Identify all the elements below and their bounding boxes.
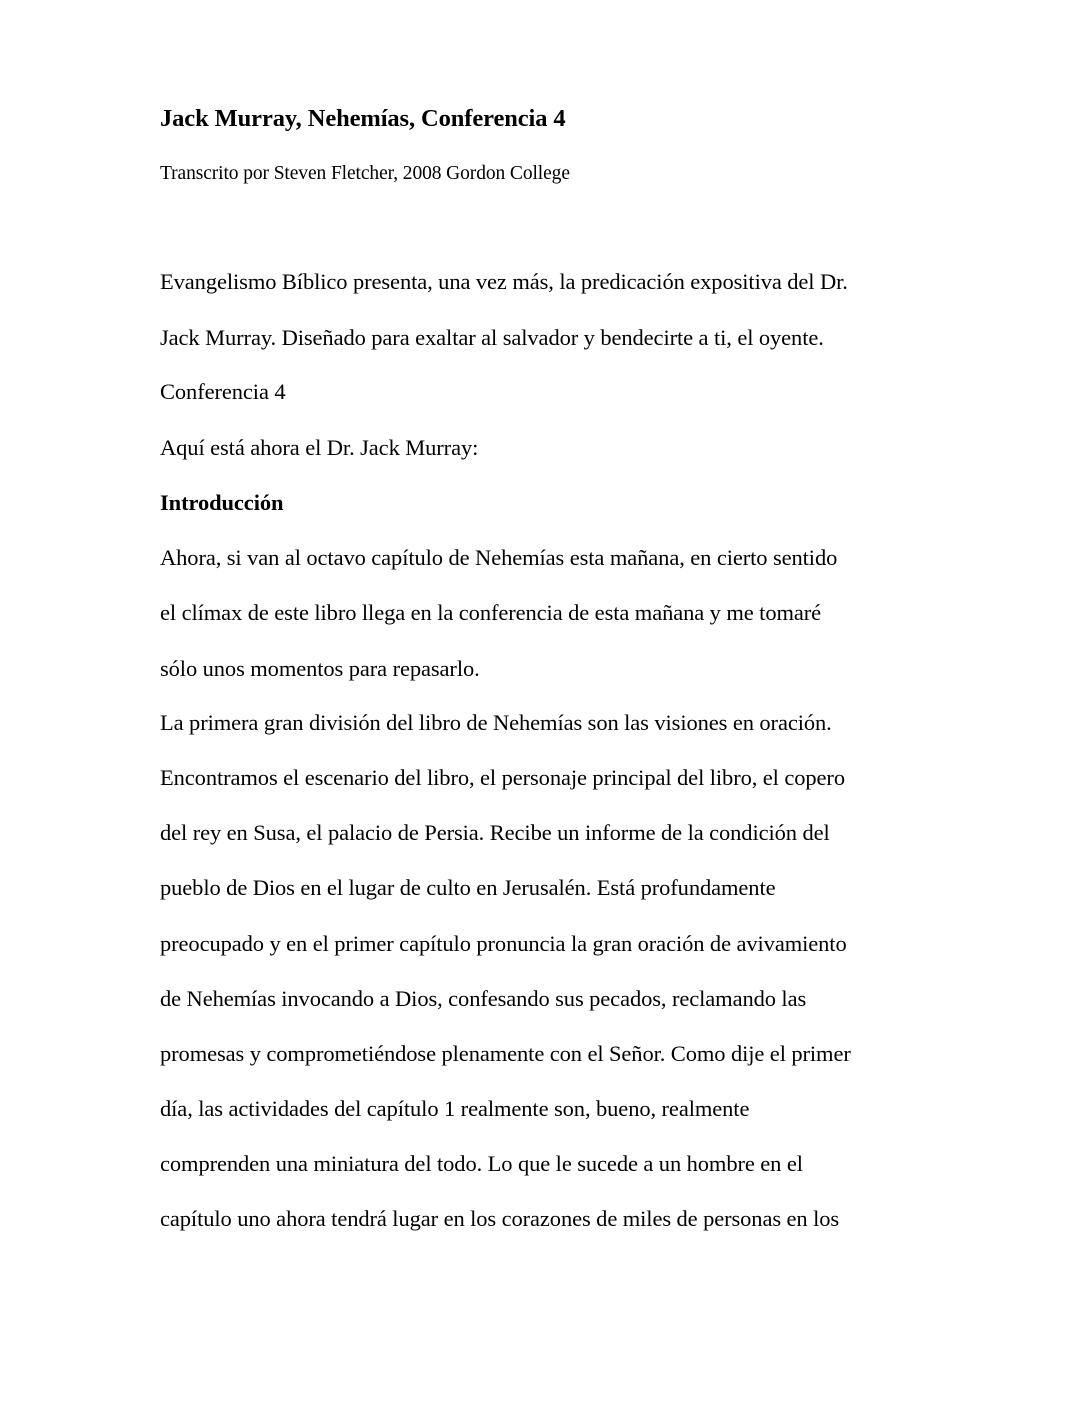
body-line: preocupado y en el primer capítulo pronuncia la gran oración de avivamiento	[160, 931, 847, 956]
intro-line: Jack Murray. Diseñado para exaltar al salvador y bendecirte a ti, el oyente.	[160, 325, 824, 350]
body-line: La primera gran división del libro de Nehemías son las visiones en oración.	[160, 710, 832, 735]
body-line: Encontramos el escenario del libro, el personaje principal del libro, el copero	[160, 765, 845, 790]
body-line: comprenden una miniatura del todo. Lo que le sucede a un hombre en el	[160, 1151, 803, 1176]
section-heading: Introducción	[160, 490, 284, 515]
body-line: el clímax de este libro llega en la conferencia de esta mañana y me tomaré	[160, 600, 822, 625]
body-line: Ahora, si van al octavo capítulo de Nehemías esta mañana, en cierto sentido	[160, 545, 838, 570]
intro-line: Aquí está ahora el Dr. Jack Murray:	[160, 435, 479, 460]
body-line: de Nehemías invocando a Dios, confesando sus pecados, reclamando las	[160, 986, 807, 1011]
document-title: Jack Murray, Nehemías, Conferencia 4	[160, 105, 566, 132]
body-line: promesas y comprometiéndose plenamente con el Señor. Como dije el primer	[160, 1041, 851, 1066]
intro-line: Conferencia 4	[160, 379, 286, 404]
body-line: sólo unos momentos para repasarlo.	[160, 656, 480, 681]
document-subtitle: Transcrito por Steven Fletcher, 2008 Gordon College	[160, 163, 570, 184]
body-line: del rey en Susa, el palacio de Persia. Recibe un informe de la condición del	[160, 820, 830, 845]
body-line: pueblo de Dios en el lugar de culto en Jerusalén. Está profundamente	[160, 875, 776, 900]
body-line: capítulo uno ahora tendrá lugar en los corazones de miles de personas en los	[160, 1206, 840, 1231]
intro-line: Evangelismo Bíblico presenta, una vez más, la predicación expositiva del Dr.	[160, 269, 848, 294]
body-line: día, las actividades del capítulo 1 realmente son, bueno, realmente	[160, 1096, 750, 1121]
